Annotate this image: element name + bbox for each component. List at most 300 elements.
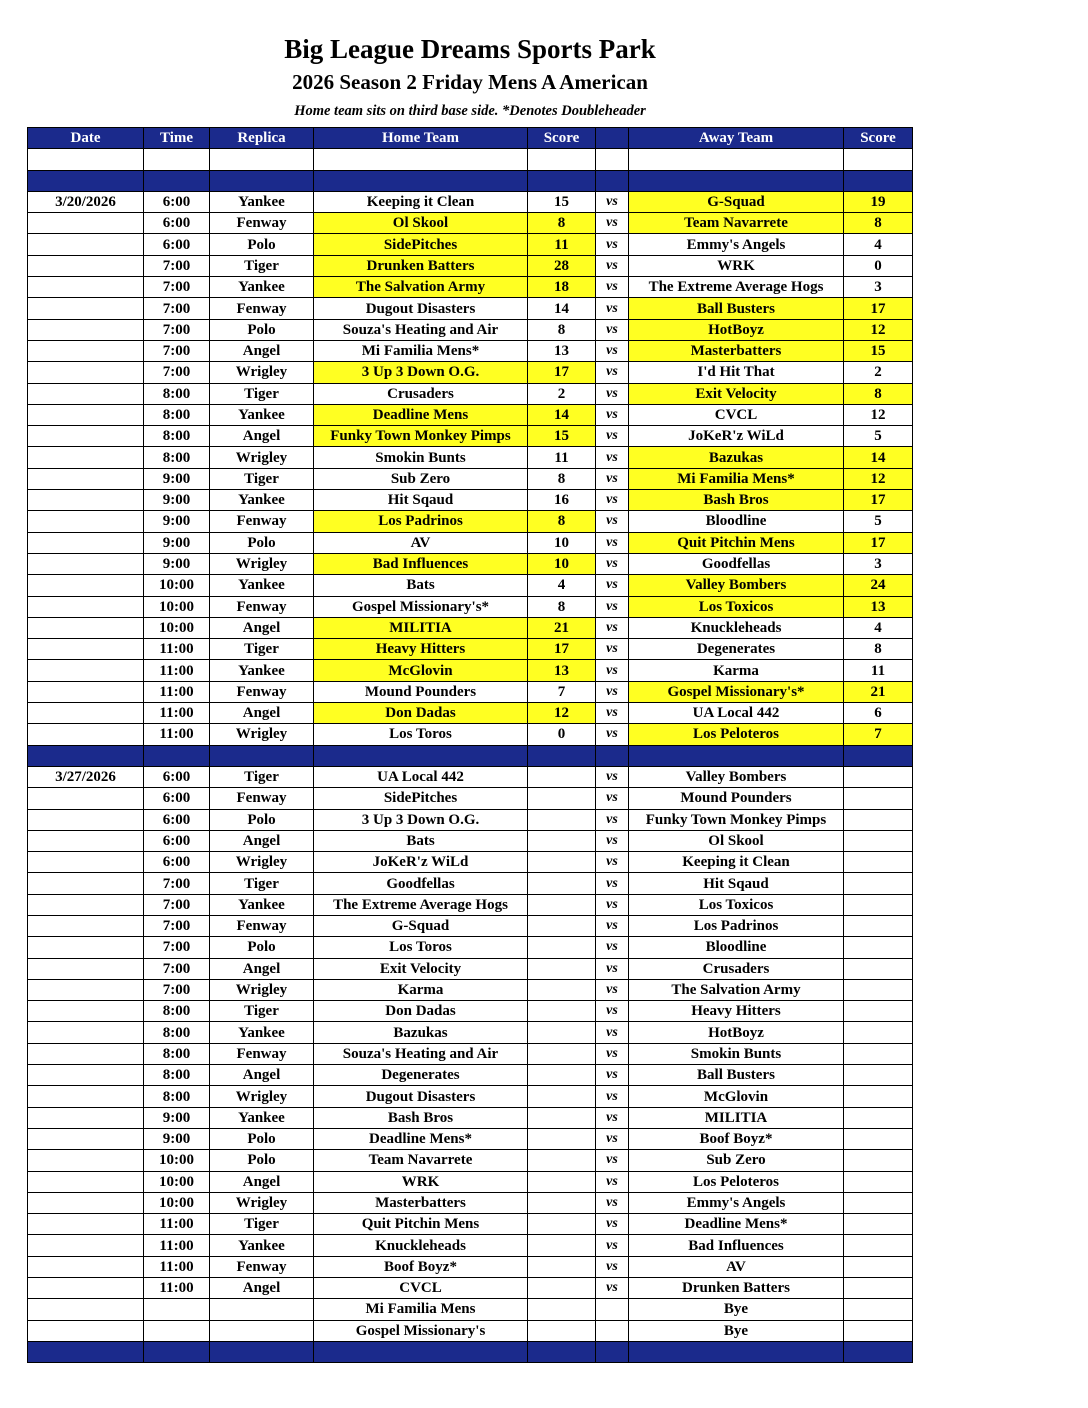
game-row: [28, 1278, 913, 1299]
blank-cell: [844, 149, 913, 170]
away-team: Mound Pounders: [629, 788, 844, 809]
game-field: Yankee: [210, 404, 314, 425]
home-score: 21: [528, 617, 596, 638]
vs-label: vs: [596, 383, 629, 404]
game-row: [28, 617, 913, 638]
vs-label: vs: [596, 681, 629, 702]
game-date: 3/27/2026: [28, 766, 144, 787]
game-date: [28, 319, 144, 340]
away-team: Exit Velocity: [629, 383, 844, 404]
game-row: [28, 660, 913, 681]
game-field: Fenway: [210, 213, 314, 234]
home-score: [528, 979, 596, 1000]
home-score: [528, 1043, 596, 1064]
away-team: G-Squad: [629, 191, 844, 212]
band-cell: [844, 1341, 913, 1362]
game-time: 7:00: [144, 362, 210, 383]
game-date: [28, 298, 144, 319]
home-team: SidePitches: [314, 234, 528, 255]
home-score: [528, 1235, 596, 1256]
game-row: [28, 532, 913, 553]
game-date: [28, 1022, 144, 1043]
home-team: Don Dadas: [314, 1001, 528, 1022]
home-team: Smokin Bunts: [314, 447, 528, 468]
game-time: 8:00: [144, 404, 210, 425]
away-score: 12: [844, 404, 913, 425]
home-team: Souza's Heating and Air: [314, 319, 528, 340]
game-time: [144, 1299, 210, 1320]
game-row: [28, 213, 913, 234]
game-row: [28, 1001, 913, 1022]
game-date: [28, 1320, 144, 1341]
game-field: Polo: [210, 1150, 314, 1171]
band-cell: [28, 170, 144, 191]
vs-label: vs: [596, 1065, 629, 1086]
home-score: 7: [528, 681, 596, 702]
game-field: Wrigley: [210, 724, 314, 745]
game-row: [28, 1256, 913, 1277]
home-team: Funky Town Monkey Pimps: [314, 426, 528, 447]
home-team: G-Squad: [314, 915, 528, 936]
away-team: Los Toxicos: [629, 596, 844, 617]
vs-label: vs: [596, 809, 629, 830]
band-cell: [314, 170, 528, 191]
bye-row: [28, 1320, 913, 1341]
blank-cell: [28, 149, 144, 170]
game-date: [28, 639, 144, 660]
away-team: HotBoyz: [629, 319, 844, 340]
away-team: Bloodline: [629, 937, 844, 958]
game-time: 10:00: [144, 575, 210, 596]
game-field: Angel: [210, 830, 314, 851]
game-date: [28, 426, 144, 447]
game-date: [28, 511, 144, 532]
home-team: Karma: [314, 979, 528, 1000]
home-team: Keeping it Clean: [314, 191, 528, 212]
game-time: 9:00: [144, 468, 210, 489]
game-time: 9:00: [144, 490, 210, 511]
away-score: 19: [844, 191, 913, 212]
game-time: [144, 1320, 210, 1341]
game-date: [28, 724, 144, 745]
game-time: 10:00: [144, 596, 210, 617]
game-row: [28, 340, 913, 361]
game-field: Angel: [210, 1278, 314, 1299]
game-field: Wrigley: [210, 1086, 314, 1107]
home-score: [528, 852, 596, 873]
game-date: [28, 362, 144, 383]
game-time: 11:00: [144, 1235, 210, 1256]
home-team: 3 Up 3 Down O.G.: [314, 809, 528, 830]
game-row: [28, 639, 913, 660]
game-field: Fenway: [210, 1256, 314, 1277]
home-team: Sub Zero: [314, 468, 528, 489]
home-score: [528, 915, 596, 936]
away-team: Degenerates: [629, 639, 844, 660]
game-field: Fenway: [210, 298, 314, 319]
away-score: [844, 830, 913, 851]
home-score: [528, 1320, 596, 1341]
home-score: 8: [528, 511, 596, 532]
away-score: [844, 1320, 913, 1341]
away-score: [844, 809, 913, 830]
game-time: 7:00: [144, 894, 210, 915]
home-score: 11: [528, 447, 596, 468]
band-cell: [528, 1341, 596, 1362]
game-time: 9:00: [144, 553, 210, 574]
game-field: Yankee: [210, 1022, 314, 1043]
away-team: HotBoyz: [629, 1022, 844, 1043]
vs-label: vs: [596, 788, 629, 809]
game-date: [28, 1235, 144, 1256]
home-score: 17: [528, 639, 596, 660]
game-row: [28, 979, 913, 1000]
game-field: Wrigley: [210, 852, 314, 873]
away-team: AV: [629, 1256, 844, 1277]
vs-label: vs: [596, 660, 629, 681]
home-score: [528, 958, 596, 979]
home-team: Exit Velocity: [314, 958, 528, 979]
game-field: Polo: [210, 319, 314, 340]
game-time: 7:00: [144, 958, 210, 979]
away-team: Goodfellas: [629, 553, 844, 574]
game-date: [28, 937, 144, 958]
col-away-score: Score: [844, 128, 913, 149]
home-score: [528, 1256, 596, 1277]
game-date: [28, 830, 144, 851]
home-team: Los Toros: [314, 724, 528, 745]
away-team: Keeping it Clean: [629, 852, 844, 873]
home-score: [528, 1192, 596, 1213]
away-score: 12: [844, 319, 913, 340]
game-field: Polo: [210, 1128, 314, 1149]
separator-band: [28, 1341, 913, 1362]
blank-cell: [210, 149, 314, 170]
vs-label: vs: [596, 937, 629, 958]
away-team: Hit Sqaud: [629, 873, 844, 894]
game-row: [28, 511, 913, 532]
vs-label: vs: [596, 404, 629, 425]
home-team: Gospel Missionary's*: [314, 596, 528, 617]
page-subtitle: 2026 Season 2 Friday Mens A American: [292, 70, 648, 94]
game-time: 6:00: [144, 234, 210, 255]
game-row: [28, 362, 913, 383]
away-score: 21: [844, 681, 913, 702]
band-cell: [528, 170, 596, 191]
home-team: Los Toros: [314, 937, 528, 958]
separator-band: [28, 745, 913, 766]
home-score: 15: [528, 191, 596, 212]
home-team: CVCL: [314, 1278, 528, 1299]
away-score: [844, 1043, 913, 1064]
col-home-score: Score: [528, 128, 596, 149]
home-team: Mi Familia Mens*: [314, 340, 528, 361]
away-score: 17: [844, 532, 913, 553]
home-score: 10: [528, 553, 596, 574]
away-score: [844, 1065, 913, 1086]
game-time: 9:00: [144, 511, 210, 532]
game-date: [28, 575, 144, 596]
home-score: 18: [528, 277, 596, 298]
game-date: [28, 404, 144, 425]
page-title: Big League Dreams Sports Park: [284, 34, 656, 64]
vs-label: vs: [596, 915, 629, 936]
game-time: 6:00: [144, 830, 210, 851]
game-date: [28, 873, 144, 894]
game-field: Yankee: [210, 660, 314, 681]
away-team: Gospel Missionary's*: [629, 681, 844, 702]
game-date: [28, 852, 144, 873]
home-score: [528, 894, 596, 915]
game-field: Polo: [210, 234, 314, 255]
game-time: 10:00: [144, 1150, 210, 1171]
home-score: [528, 1065, 596, 1086]
game-time: 8:00: [144, 1065, 210, 1086]
away-score: [844, 937, 913, 958]
home-team: SidePitches: [314, 788, 528, 809]
game-field: Yankee: [210, 490, 314, 511]
game-time: 11:00: [144, 724, 210, 745]
game-row: [28, 596, 913, 617]
away-team: I'd Hit That: [629, 362, 844, 383]
away-team: Smokin Bunts: [629, 1043, 844, 1064]
game-field: Angel: [210, 1171, 314, 1192]
vs-label: vs: [596, 362, 629, 383]
away-team: MILITIA: [629, 1107, 844, 1128]
away-team: Crusaders: [629, 958, 844, 979]
home-score: 8: [528, 319, 596, 340]
game-time: 11:00: [144, 660, 210, 681]
band-cell: [844, 170, 913, 191]
game-row: [28, 319, 913, 340]
game-field: Yankee: [210, 1107, 314, 1128]
game-time: 6:00: [144, 766, 210, 787]
game-field: Tiger: [210, 1001, 314, 1022]
game-date: [28, 1065, 144, 1086]
game-time: 7:00: [144, 319, 210, 340]
game-date: [28, 1278, 144, 1299]
game-time: 10:00: [144, 1171, 210, 1192]
vs-label: vs: [596, 426, 629, 447]
home-team: Crusaders: [314, 383, 528, 404]
game-row: [28, 852, 913, 873]
home-score: [528, 937, 596, 958]
schedule-body: [28, 149, 913, 1363]
game-field: Yankee: [210, 1235, 314, 1256]
game-date: [28, 681, 144, 702]
home-score: [528, 766, 596, 787]
vs-label: vs: [596, 1022, 629, 1043]
vs-label: vs: [596, 553, 629, 574]
away-score: [844, 1001, 913, 1022]
away-team: Deadline Mens*: [629, 1214, 844, 1235]
vs-label: vs: [596, 1086, 629, 1107]
home-score: [528, 1150, 596, 1171]
game-field: Angel: [210, 703, 314, 724]
col-date: Date: [28, 128, 144, 149]
game-row: [28, 447, 913, 468]
game-field: Fenway: [210, 788, 314, 809]
home-team: Degenerates: [314, 1065, 528, 1086]
vs-label: vs: [596, 1128, 629, 1149]
home-score: 4: [528, 575, 596, 596]
game-time: 6:00: [144, 809, 210, 830]
home-team: Los Padrinos: [314, 511, 528, 532]
home-team: The Extreme Average Hogs: [314, 894, 528, 915]
away-score: [844, 979, 913, 1000]
vs-label: vs: [596, 1214, 629, 1235]
away-score: 11: [844, 660, 913, 681]
vs-label: vs: [596, 1043, 629, 1064]
vs-label: vs: [596, 639, 629, 660]
away-score: 3: [844, 277, 913, 298]
away-team: McGlovin: [629, 1086, 844, 1107]
game-field: Wrigley: [210, 362, 314, 383]
away-team: Bash Bros: [629, 490, 844, 511]
away-team: The Extreme Average Hogs: [629, 277, 844, 298]
game-field: Tiger: [210, 873, 314, 894]
game-field: Tiger: [210, 766, 314, 787]
home-team: Ol Skool: [314, 213, 528, 234]
home-score: 14: [528, 298, 596, 319]
game-date: [28, 915, 144, 936]
game-time: 11:00: [144, 681, 210, 702]
home-team: Bats: [314, 575, 528, 596]
game-field: Yankee: [210, 575, 314, 596]
game-row: [28, 1065, 913, 1086]
away-score: 14: [844, 447, 913, 468]
vs-label: vs: [596, 1235, 629, 1256]
game-time: 11:00: [144, 1278, 210, 1299]
vs-label: vs: [596, 490, 629, 511]
vs-label: [596, 1299, 629, 1320]
band-cell: [210, 170, 314, 191]
game-date: [28, 490, 144, 511]
game-row: [28, 809, 913, 830]
game-field: Tiger: [210, 1214, 314, 1235]
band-cell: [314, 745, 528, 766]
away-score: 15: [844, 340, 913, 361]
home-team: Bats: [314, 830, 528, 851]
vs-label: vs: [596, 319, 629, 340]
away-score: 6: [844, 703, 913, 724]
game-field: Fenway: [210, 681, 314, 702]
blank-cell: [629, 149, 844, 170]
game-time: 8:00: [144, 1086, 210, 1107]
home-score: [528, 1171, 596, 1192]
away-team: Bad Influences: [629, 1235, 844, 1256]
band-cell: [144, 1341, 210, 1362]
game-time: 7:00: [144, 873, 210, 894]
game-field: Fenway: [210, 915, 314, 936]
game-field: Polo: [210, 532, 314, 553]
game-field: Angel: [210, 426, 314, 447]
away-score: 0: [844, 255, 913, 276]
vs-label: vs: [596, 1001, 629, 1022]
home-team: Deadline Mens*: [314, 1128, 528, 1149]
home-score: [528, 1022, 596, 1043]
home-score: 13: [528, 340, 596, 361]
away-score: [844, 1022, 913, 1043]
away-team: WRK: [629, 255, 844, 276]
away-score: [844, 915, 913, 936]
game-row: [28, 788, 913, 809]
away-score: [844, 1086, 913, 1107]
away-score: [844, 1150, 913, 1171]
game-time: 6:00: [144, 213, 210, 234]
game-date: [28, 1086, 144, 1107]
game-date: [28, 788, 144, 809]
game-date: [28, 1001, 144, 1022]
game-date: [28, 958, 144, 979]
away-team: CVCL: [629, 404, 844, 425]
game-row: [28, 575, 913, 596]
away-score: 24: [844, 575, 913, 596]
away-score: 4: [844, 617, 913, 638]
away-team: Mi Familia Mens*: [629, 468, 844, 489]
away-score: 8: [844, 639, 913, 660]
away-score: 5: [844, 511, 913, 532]
away-team: Los Peloteros: [629, 1171, 844, 1192]
home-score: [528, 1086, 596, 1107]
blank-cell: [596, 149, 629, 170]
home-score: [528, 1128, 596, 1149]
game-field: Wrigley: [210, 1192, 314, 1213]
home-team: Dugout Disasters: [314, 1086, 528, 1107]
home-score: 11: [528, 234, 596, 255]
vs-label: vs: [596, 596, 629, 617]
blank-row: [28, 149, 913, 170]
page-note: Home team sits on third base side. *Denotes Doubleheader: [294, 103, 646, 119]
away-team: Quit Pitchin Mens: [629, 532, 844, 553]
away-score: [844, 894, 913, 915]
home-team: Hit Sqaud: [314, 490, 528, 511]
away-score: [844, 766, 913, 787]
band-cell: [629, 1341, 844, 1362]
away-score: 7: [844, 724, 913, 745]
away-team: Ball Busters: [629, 1065, 844, 1086]
away-team: Masterbatters: [629, 340, 844, 361]
game-field: Yankee: [210, 191, 314, 212]
home-score: [528, 1214, 596, 1235]
home-team: WRK: [314, 1171, 528, 1192]
home-team: UA Local 442: [314, 766, 528, 787]
home-team: Boof Boyz*: [314, 1256, 528, 1277]
band-cell: [314, 1341, 528, 1362]
vs-label: vs: [596, 724, 629, 745]
home-score: [528, 1001, 596, 1022]
game-date: [28, 532, 144, 553]
game-date: [28, 340, 144, 361]
game-row: [28, 681, 913, 702]
header-row: [28, 128, 913, 149]
game-field: [210, 1320, 314, 1341]
home-team: McGlovin: [314, 660, 528, 681]
vs-label: vs: [596, 277, 629, 298]
game-time: 7:00: [144, 277, 210, 298]
game-date: [28, 553, 144, 574]
away-team: Sub Zero: [629, 1150, 844, 1171]
game-row: [28, 553, 913, 574]
game-time: 7:00: [144, 979, 210, 1000]
band-cell: [596, 1341, 629, 1362]
blank-cell: [314, 149, 528, 170]
game-row: [28, 1171, 913, 1192]
game-row: [28, 383, 913, 404]
away-score: [844, 873, 913, 894]
band-cell: [28, 1341, 144, 1362]
game-date: [28, 660, 144, 681]
